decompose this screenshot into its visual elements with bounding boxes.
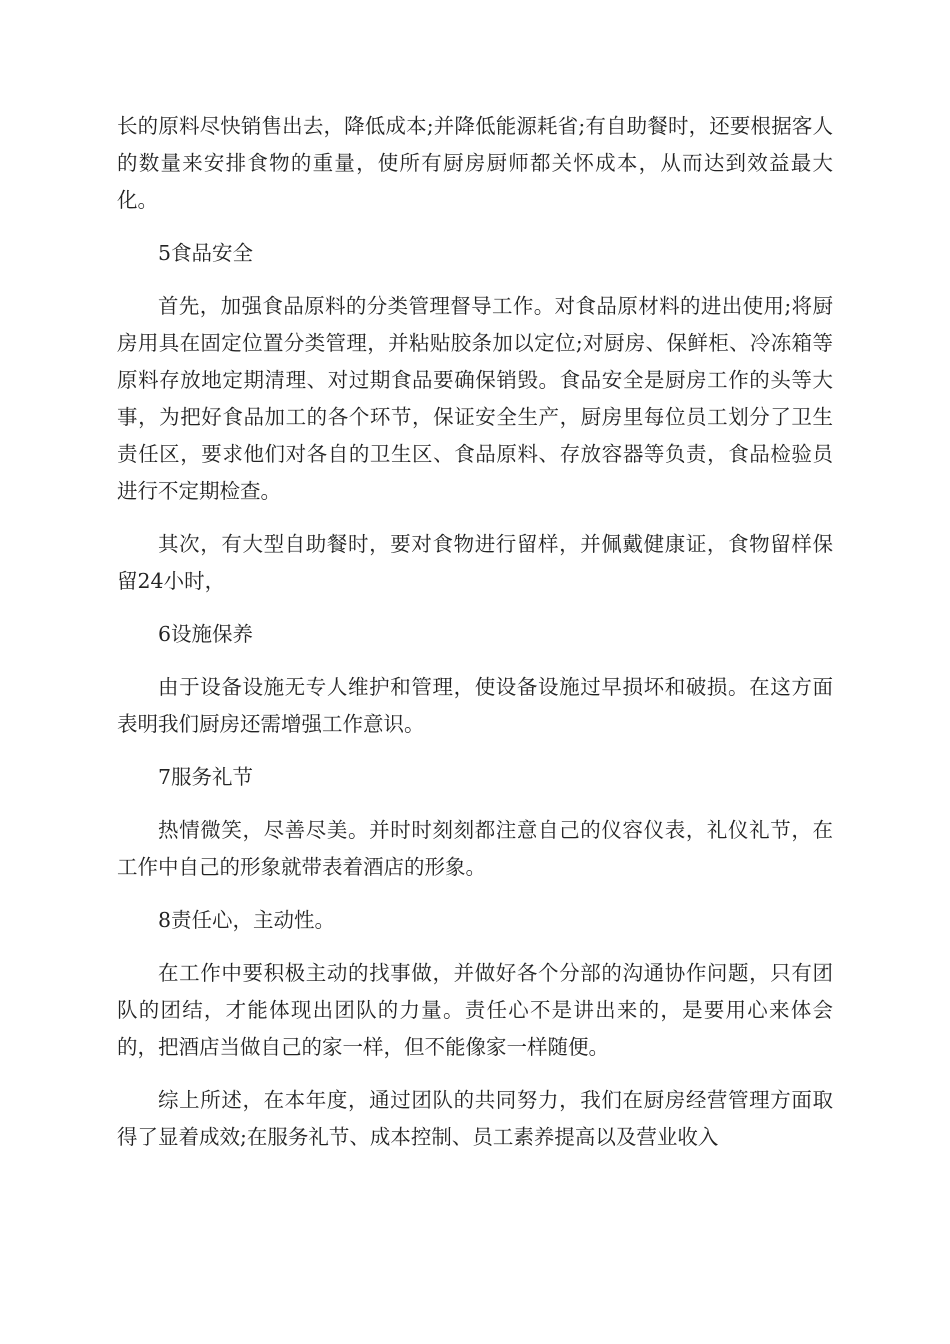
paragraph-summary: 综上所述，在本年度，通过团队的共同努力，我们在厨房经营管理方面取得了显着成效;在服务礼节、成本控制、员工素养提高以及营业收入 [117,1088,833,1149]
paragraph-cost-continuation: 长的原料尽快销售出去，降低成本;并降低能源耗省;有自助餐时，还要根据客人的数量来安排食物的重量，使所有厨房厨师都关怀成本，从而达到效益最大化。 [117,114,833,212]
paragraph-food-safety-first: 首先，加强食品原料的分类管理督导工作。对食品原材料的进出使用;将厨房用具在固定位置分类管理，并粘贴胶条加以定位;对厨房、保鲜柜、冷冻箱等原料存放地定期清理、对过期食品要确保销毁。食品安全是厨房工作的头等大事，为把好食品加工的各个环节，保证安全生产，厨房里每位员工划分了卫生责任区，要求他们对各自的卫生区、食品原料、存放容器等负责，食品检验员进行不定期检查。 [117,294,833,503]
paragraph-responsibility: 在工作中要积极主动的找事做，并做好各个分部的沟通协作问题，只有团队的团结，才能体现出团队的力量。责任心不是讲出来的，是要用心来体会的，把酒店当做自己的家一样，但不能像家一样随便。 [117,961,833,1059]
document-body [117,108,833,1172]
section-heading-responsibility: 8责任心，主动性。 [158,908,336,932]
section-heading-food-safety: 5食品安全 [158,241,254,265]
paragraph-service-etiquette: 热情微笑，尽善尽美。并时时刻刻都注意自己的仪容仪表，礼仪礼节，在工作中自己的形象就带表着酒店的形象。 [117,818,833,879]
section-heading-facility-maintenance: 6设施保养 [158,622,254,646]
section-heading-service-etiquette: 7服务礼节 [158,765,254,789]
paragraph-food-safety-second: 其次，有大型自助餐时，要对食物进行留样，并佩戴健康证，食物留样保留24小时， [117,532,833,593]
paragraph-facility-maintenance: 由于设备设施无专人维护和管理，使设备设施过早损坏和破损。在这方面表明我们厨房还需增强工作意识。 [117,675,833,736]
